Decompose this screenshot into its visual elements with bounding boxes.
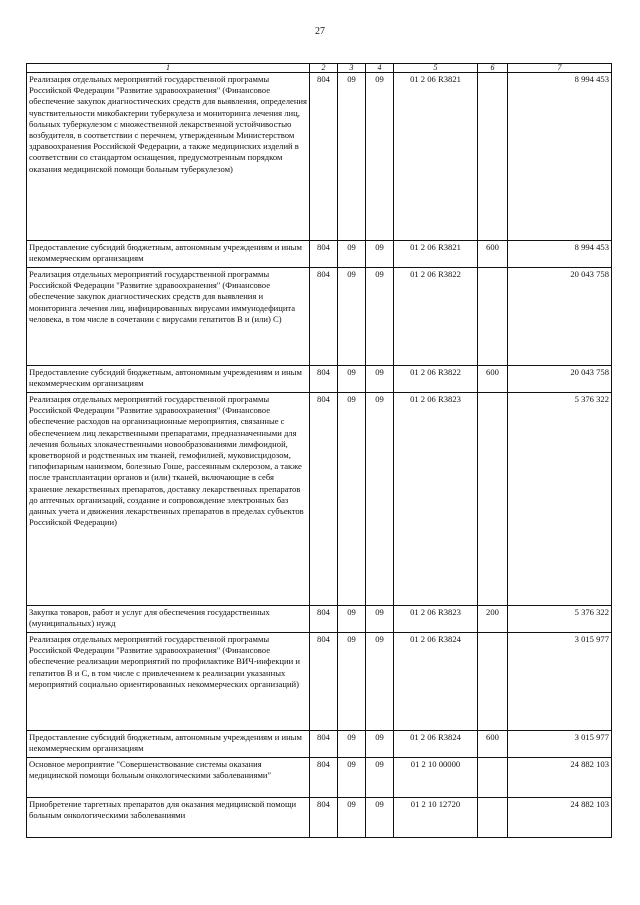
table-row bbox=[27, 241, 612, 268]
cell-expense-type: 200 bbox=[478, 606, 508, 633]
table-row bbox=[27, 731, 612, 758]
cell-expense-type bbox=[478, 798, 508, 838]
table-row bbox=[27, 268, 612, 366]
cell-amount: 5 376 322 bbox=[508, 393, 612, 606]
cell-code: 804 bbox=[310, 633, 338, 731]
row-name: Приобретение таргетных препаратов для оказания медицинской помощи больным онкологическими заболеваниями bbox=[27, 798, 310, 838]
cell-amount: 20 043 758 bbox=[508, 268, 612, 366]
cell-amount: 5 376 322 bbox=[508, 606, 612, 633]
cell-subsection: 09 bbox=[366, 606, 394, 633]
cell-code: 804 bbox=[310, 366, 338, 393]
column-header: 5 bbox=[394, 64, 478, 73]
cell-section: 09 bbox=[338, 758, 366, 798]
cell-subsection: 09 bbox=[366, 393, 394, 606]
cell-expense-type: 600 bbox=[478, 731, 508, 758]
row-name: Предоставление субсидий бюджетным, автономным учреждениям и иным некоммерческим организациям bbox=[27, 241, 310, 268]
table-row bbox=[27, 73, 612, 241]
cell-amount: 20 043 758 bbox=[508, 366, 612, 393]
cell-code: 804 bbox=[310, 393, 338, 606]
column-header: 3 bbox=[338, 64, 366, 73]
cell-code: 804 bbox=[310, 758, 338, 798]
cell-amount: 24 882 103 bbox=[508, 798, 612, 838]
cell-section: 09 bbox=[338, 798, 366, 838]
cell-code: 804 bbox=[310, 73, 338, 241]
cell-target: 01 2 06 R3821 bbox=[394, 241, 478, 268]
column-header: 7 bbox=[508, 64, 612, 73]
cell-subsection: 09 bbox=[366, 241, 394, 268]
cell-target: 01 2 06 R3822 bbox=[394, 268, 478, 366]
table-row bbox=[27, 798, 612, 838]
cell-expense-type bbox=[478, 73, 508, 241]
table-row bbox=[27, 758, 612, 798]
table-row bbox=[27, 633, 612, 731]
row-name: Реализация отдельных мероприятий государственной программы Российской Федерации "Развитие здравоохранения" (Финансовое обеспечение расходов на организационные мероприятия, связанные с обеспечением лиц лекарственными препаратами, предназначенными для лечения больных злокачественными новообразованиями лимфоидной, кроветворной и родственных им тканей, гемофилией, муковисцидозом, гипофизарным нанизмом, болезнью Гоше, рассеянным склерозом, а также после трансплантации органов и (или) тканей, включающие в себя хранение лекарственных препаратов, доставку лекарственных препаратов до аптечных организаций, создание и сопровождение электронных баз данных учета и движения лекарственных препаратов в пределах субъектов Российской Федерации) bbox=[27, 393, 310, 606]
cell-expense-type bbox=[478, 758, 508, 798]
cell-target: 01 2 10 00000 bbox=[394, 758, 478, 798]
cell-subsection: 09 bbox=[366, 268, 394, 366]
cell-target: 01 2 06 R3824 bbox=[394, 633, 478, 731]
column-header: 6 bbox=[478, 64, 508, 73]
row-name: Предоставление субсидий бюджетным, автономным учреждениям и иным некоммерческим организациям bbox=[27, 366, 310, 393]
cell-target: 01 2 06 R3824 bbox=[394, 731, 478, 758]
row-name: Закупка товаров, работ и услуг для обеспечения государственных (муниципальных) нужд bbox=[27, 606, 310, 633]
cell-expense-type bbox=[478, 268, 508, 366]
budget-table bbox=[26, 63, 612, 838]
cell-section: 09 bbox=[338, 731, 366, 758]
column-header: 1 bbox=[27, 64, 310, 73]
cell-expense-type bbox=[478, 633, 508, 731]
cell-target: 01 2 06 R3821 bbox=[394, 73, 478, 241]
cell-section: 09 bbox=[338, 241, 366, 268]
table-row bbox=[27, 366, 612, 393]
table-header-row bbox=[27, 64, 612, 73]
cell-code: 804 bbox=[310, 798, 338, 838]
cell-section: 09 bbox=[338, 366, 366, 393]
table-row bbox=[27, 606, 612, 633]
cell-section: 09 bbox=[338, 393, 366, 606]
cell-amount: 3 015 977 bbox=[508, 633, 612, 731]
cell-section: 09 bbox=[338, 268, 366, 366]
cell-amount: 3 015 977 bbox=[508, 731, 612, 758]
row-name: Основное мероприятие "Совершенствование системы оказания медицинской помощи больным онкологическими заболеваниями" bbox=[27, 758, 310, 798]
cell-code: 804 bbox=[310, 731, 338, 758]
cell-section: 09 bbox=[338, 73, 366, 241]
cell-subsection: 09 bbox=[366, 731, 394, 758]
cell-subsection: 09 bbox=[366, 798, 394, 838]
cell-subsection: 09 bbox=[366, 633, 394, 731]
cell-code: 804 bbox=[310, 606, 338, 633]
cell-target: 01 2 06 R3823 bbox=[394, 393, 478, 606]
row-name: Реализация отдельных мероприятий государственной программы Российской Федерации "Развитие здравоохранения" (Финансовое обеспечение реализации мероприятий по профилактике ВИЧ-инфекции и гепатитов В и С, в том числе с привлечением к реализации указанных мероприятий социально ориентированных некоммерческих организаций) bbox=[27, 633, 310, 731]
cell-expense-type bbox=[478, 393, 508, 606]
cell-code: 804 bbox=[310, 268, 338, 366]
cell-expense-type: 600 bbox=[478, 241, 508, 268]
cell-target: 01 2 06 R3822 bbox=[394, 366, 478, 393]
cell-code: 804 bbox=[310, 241, 338, 268]
cell-subsection: 09 bbox=[366, 73, 394, 241]
cell-target: 01 2 06 R3823 bbox=[394, 606, 478, 633]
cell-subsection: 09 bbox=[366, 758, 394, 798]
column-header: 4 bbox=[366, 64, 394, 73]
cell-section: 09 bbox=[338, 606, 366, 633]
cell-amount: 8 994 453 bbox=[508, 241, 612, 268]
row-name: Реализация отдельных мероприятий государственной программы Российской Федерации "Развитие здравоохранения" (Финансовое обеспечение закупок диагностических средств для выявления, определения чувствительности микобактерии туберкулеза и мониторинга лечения лиц, больных туберкулезом с множественной лекарственной устойчивостью возбудителя, в соответствии с перечнем, утвержденным Министерством здравоохранения Российской Федерации, а также медицинских изделий в соответствии со стандартом оснащения, предусмотренным порядком оказания медицинской помощи больным туберкулезом) bbox=[27, 73, 310, 241]
cell-amount: 8 994 453 bbox=[508, 73, 612, 241]
cell-amount: 24 882 103 bbox=[508, 758, 612, 798]
cell-target: 01 2 10 12720 bbox=[394, 798, 478, 838]
cell-section: 09 bbox=[338, 633, 366, 731]
table-row bbox=[27, 393, 612, 606]
column-header: 2 bbox=[310, 64, 338, 73]
page-number: 27 bbox=[315, 26, 325, 37]
row-name: Реализация отдельных мероприятий государственной программы Российской Федерации "Развитие здравоохранения" (Финансовое обеспечение закупок диагностических средств для выявления и мониторинга лечения лиц, инфицированных вирусами иммунодефицита человека, в том числе в сочетании с вирусами гепатитов В и (или) С) bbox=[27, 268, 310, 366]
row-name: Предоставление субсидий бюджетным, автономным учреждениям и иным некоммерческим организациям bbox=[27, 731, 310, 758]
cell-expense-type: 600 bbox=[478, 366, 508, 393]
cell-subsection: 09 bbox=[366, 366, 394, 393]
